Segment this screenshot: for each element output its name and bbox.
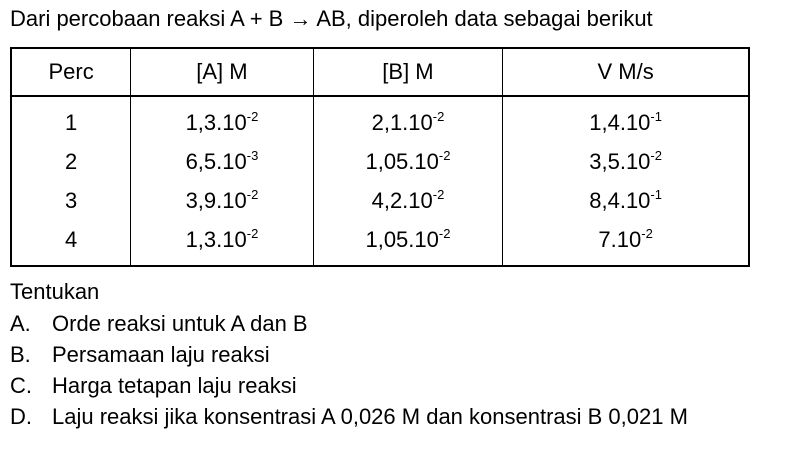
cell-value: 1 xyxy=(64,109,78,135)
task-heading: Tentukan xyxy=(10,279,100,304)
cell-mantissa: 2,1.10 xyxy=(371,109,433,135)
cell-exponent: -1 xyxy=(650,108,662,124)
cell-mantissa: 4,2.10 xyxy=(371,187,433,213)
table-row xyxy=(11,96,749,142)
cell-perc xyxy=(11,142,131,181)
cell-exponent: -2 xyxy=(438,225,451,241)
item-text: Harga tetapan laju reaksi xyxy=(52,373,297,398)
list-item xyxy=(10,339,732,370)
cell-concentration-a xyxy=(131,181,314,220)
table-row xyxy=(11,220,749,266)
cell-exponent: -2 xyxy=(641,225,653,241)
cell-perc xyxy=(11,96,131,142)
list-item xyxy=(10,308,732,339)
table-header-row xyxy=(11,48,749,96)
intro-suffix: AB, diperoleh data sebagai berikut xyxy=(311,6,653,31)
task-list xyxy=(10,308,732,432)
cell-exponent: -2 xyxy=(650,147,662,163)
cell-exponent: -2 xyxy=(246,108,259,124)
cell-concentration-a xyxy=(131,96,314,142)
cell-mantissa: 7.10 xyxy=(598,226,642,252)
cell-exponent: -2 xyxy=(246,225,259,241)
item-letter: A. xyxy=(10,311,31,336)
item-letter: C. xyxy=(10,373,32,398)
cell-rate xyxy=(503,181,749,220)
item-text: Orde reaksi untuk A dan B xyxy=(52,311,308,336)
task-list-section xyxy=(10,276,732,432)
cell-concentration-b xyxy=(313,220,503,266)
column-header-concentration-b: [B] M xyxy=(313,48,503,96)
table-row xyxy=(11,142,749,181)
column-header-perc: Perc xyxy=(11,48,131,96)
table-row xyxy=(11,181,749,220)
cell-mantissa: 1,05.10 xyxy=(365,148,439,174)
cell-mantissa: 1,05.10 xyxy=(365,226,439,252)
cell-mantissa: 1,3.10 xyxy=(185,109,247,135)
cell-value: 2 xyxy=(64,148,78,174)
column-header-rate: V M/s xyxy=(503,48,749,96)
item-text: Persamaan laju reaksi xyxy=(52,342,270,367)
cell-value: 4 xyxy=(64,226,78,252)
item-text: Laju reaksi jika konsentrasi A 0,026 M dan konsentrasi B 0,021 M xyxy=(52,404,688,429)
list-item xyxy=(10,370,732,401)
cell-mantissa: 6,5.10 xyxy=(185,148,247,174)
right-arrow-icon: → xyxy=(289,6,312,31)
cell-concentration-a xyxy=(131,142,314,181)
cell-exponent: -2 xyxy=(246,186,259,202)
cell-mantissa: 3,5.10 xyxy=(589,148,651,174)
list-item xyxy=(10,401,732,432)
cell-rate xyxy=(503,220,749,266)
cell-value: 3 xyxy=(64,187,78,213)
cell-rate xyxy=(503,96,749,142)
cell-concentration-a xyxy=(131,220,314,266)
cell-exponent: -3 xyxy=(246,147,259,163)
cell-mantissa: 8,4.10 xyxy=(589,187,651,213)
cell-perc xyxy=(11,220,131,266)
cell-mantissa: 1,3.10 xyxy=(185,226,247,252)
cell-exponent: -2 xyxy=(432,186,445,202)
item-letter: B. xyxy=(10,342,31,367)
experiment-data-table xyxy=(10,47,750,267)
cell-concentration-b xyxy=(313,96,503,142)
cell-concentration-b xyxy=(313,181,503,220)
cell-exponent: -2 xyxy=(438,147,451,163)
cell-rate xyxy=(503,142,749,181)
intro-prefix: Dari percobaan reaksi A + B xyxy=(10,6,290,31)
column-header-concentration-a: [A] M xyxy=(131,48,314,96)
intro-text xyxy=(10,4,653,34)
cell-perc xyxy=(11,181,131,220)
cell-exponent: -1 xyxy=(650,186,662,202)
cell-mantissa: 3,9.10 xyxy=(185,187,247,213)
cell-exponent: -2 xyxy=(432,108,445,124)
item-letter: D. xyxy=(10,404,32,429)
cell-mantissa: 1,4.10 xyxy=(589,109,651,135)
cell-concentration-b xyxy=(313,142,503,181)
